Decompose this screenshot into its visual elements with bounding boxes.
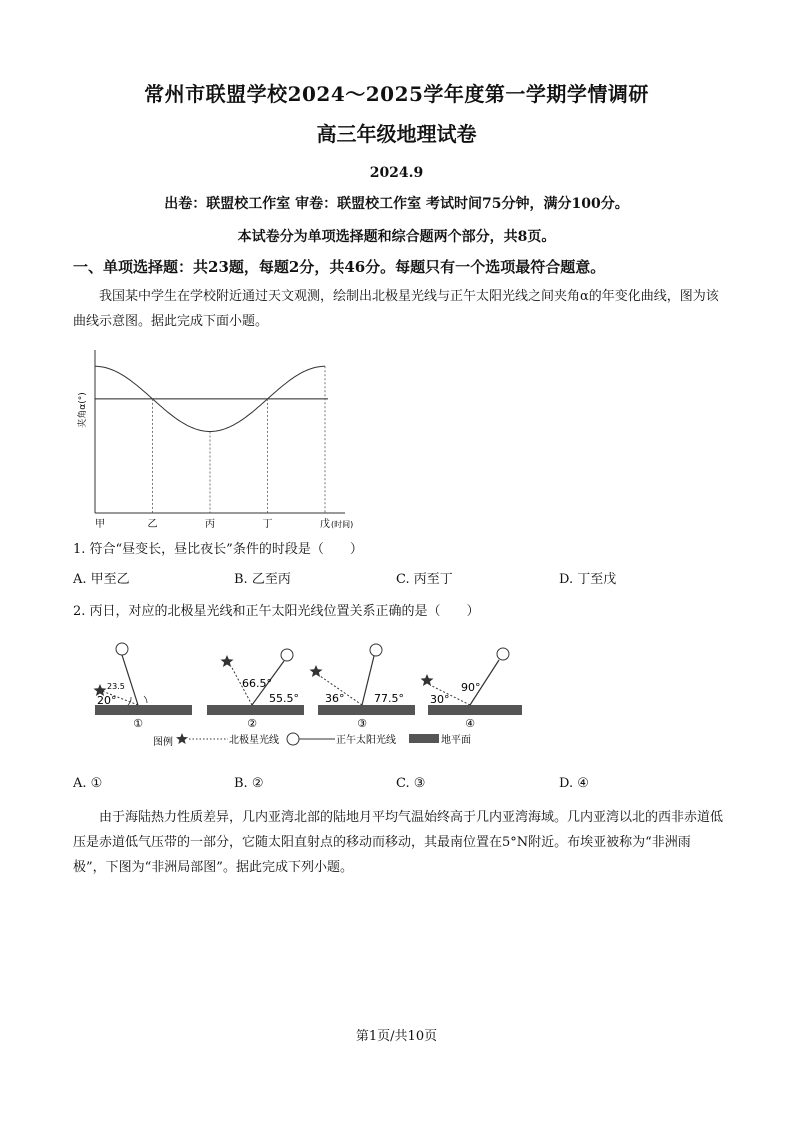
angle-label: 55.5°: [269, 692, 299, 705]
diagram-4: [421, 648, 523, 730]
q1-option-d[interactable]: [559, 568, 616, 587]
option-text: ②: [251, 776, 264, 791]
sun-icon: [370, 644, 382, 656]
star-icon: [221, 655, 234, 667]
x-tick-label: 乙: [147, 519, 158, 530]
option-label: B.: [234, 776, 248, 791]
legend-sun-label: 正午太阳光线: [336, 735, 396, 746]
exam-info: 出卷：联盟校工作室 审卷：联盟校工作室 考试时间75分钟，满分100分。: [164, 196, 629, 212]
diagram-number: ④: [465, 717, 475, 730]
angle-arc: [128, 697, 131, 705]
star-icon: [310, 665, 323, 677]
x-tick-label: 甲: [95, 519, 105, 530]
exam-structure: 本试卷分为单项选择题和综合题两个部分，共8页。: [237, 229, 556, 245]
angle-label: 36°: [325, 692, 345, 705]
angle-label: 20°: [97, 694, 117, 707]
ground-4: [428, 705, 522, 715]
exam-title: 常州市联盟学校2024～2025学年度第一学期学情调研: [144, 82, 649, 106]
option-label: A.: [73, 572, 87, 587]
q1-option-b[interactable]: [234, 568, 291, 587]
ground-3: [318, 705, 415, 715]
exam-subtitle: 高三年级地理试卷: [316, 122, 477, 146]
angle-label: 90°: [461, 681, 481, 694]
option-label: C.: [396, 776, 410, 791]
star-icon: [176, 733, 188, 744]
diagram-3: [310, 644, 416, 730]
q1-option-c[interactable]: [396, 568, 453, 587]
page-footer: 第1页/共10页: [355, 1029, 438, 1044]
sun-ray-1: [122, 655, 138, 705]
diagram-number: ③: [357, 717, 367, 730]
q1-stem: 1. 符合“昼变长，昼比夜长”条件的时段是（ ）: [73, 542, 363, 557]
option-text: ③: [413, 776, 426, 791]
angle-arc: [144, 696, 147, 703]
section-heading: 一、单项选择题：共23题，每题2分，共46分。每题只有一个选项最符合题意。: [73, 258, 606, 276]
legend-polaris-label: 北极星光线: [229, 735, 279, 746]
q2-option-b[interactable]: [234, 776, 263, 791]
option-text: ④: [577, 776, 589, 791]
sun-icon: [281, 649, 293, 661]
option-label: D.: [559, 776, 574, 791]
star-icon: [421, 674, 434, 686]
q1-option-a[interactable]: [73, 568, 130, 587]
x-tick-label: 丁: [262, 519, 273, 530]
diagram-number: ①: [133, 717, 143, 730]
x-tick-label: 丙: [205, 519, 215, 530]
option-label: B.: [234, 572, 248, 587]
angle-label: 66.5°: [242, 677, 272, 690]
x-tick-label: 戊: [320, 519, 330, 530]
option-text: 乙至丙: [251, 572, 291, 587]
ground-2: [207, 705, 304, 715]
diagram-2: [207, 649, 304, 730]
option-label: C.: [396, 572, 410, 587]
x-axis-label: (时间): [331, 520, 354, 529]
q2-option-a[interactable]: [73, 776, 102, 791]
legend: [153, 733, 471, 748]
q2-stem: 2. 丙日，对应的北极星光线和正午太阳光线位置关系正确的是（ ）: [73, 604, 480, 619]
q2-option-d[interactable]: [559, 776, 589, 791]
drop-lines: [153, 366, 326, 513]
option-text: 丁至戊: [577, 572, 617, 587]
option-text: 甲至乙: [90, 572, 130, 587]
legend-ground-swatch: [409, 734, 439, 743]
legend-title: 图例: [153, 737, 173, 748]
option-label: A.: [73, 776, 87, 791]
option-text: ①: [90, 776, 103, 791]
diagram-1: [94, 643, 193, 730]
option-text: 丙至丁: [413, 572, 453, 587]
exam-date: 2024.9: [369, 165, 424, 181]
sun-icon: [116, 643, 128, 655]
angle-label: 77.5°: [374, 692, 404, 705]
q2-option-c[interactable]: [396, 776, 425, 791]
q2-diagrams: [85, 632, 535, 757]
legend-ground-label: 地平面: [441, 735, 471, 746]
angle-label: 30°: [430, 693, 450, 706]
angle-label: 23.5: [107, 682, 125, 691]
angle-curve-chart: [75, 345, 375, 535]
tick-labels: [95, 517, 353, 530]
diagram-number: ②: [247, 717, 257, 730]
y-axis-label: 夹角α(°): [78, 392, 88, 428]
question-intro: 我国某中学生在学校附近通过天文观测，绘制出北极星光线与正午太阳光线之间夹角α的年变化曲线，图为该曲线示意图。据此完成下面小题。: [73, 289, 719, 329]
sun-icon: [497, 648, 509, 660]
sun-ray-3: [362, 656, 374, 705]
sun-icon: [287, 733, 299, 745]
option-label: D.: [559, 572, 574, 587]
passage-2: 由于海陆热力性质差异，几内亚湾北部的陆地月平均气温始终高于几内亚湾海域。几内亚湾以北的西非赤道低压是赤道低气压带的一部分，它随太阳直射点的移动而移动，其最南位置在5°N附近。布埃亚被称为“非洲雨极”，下图为“非洲局部图”。据此完成下列小题。: [73, 810, 724, 875]
